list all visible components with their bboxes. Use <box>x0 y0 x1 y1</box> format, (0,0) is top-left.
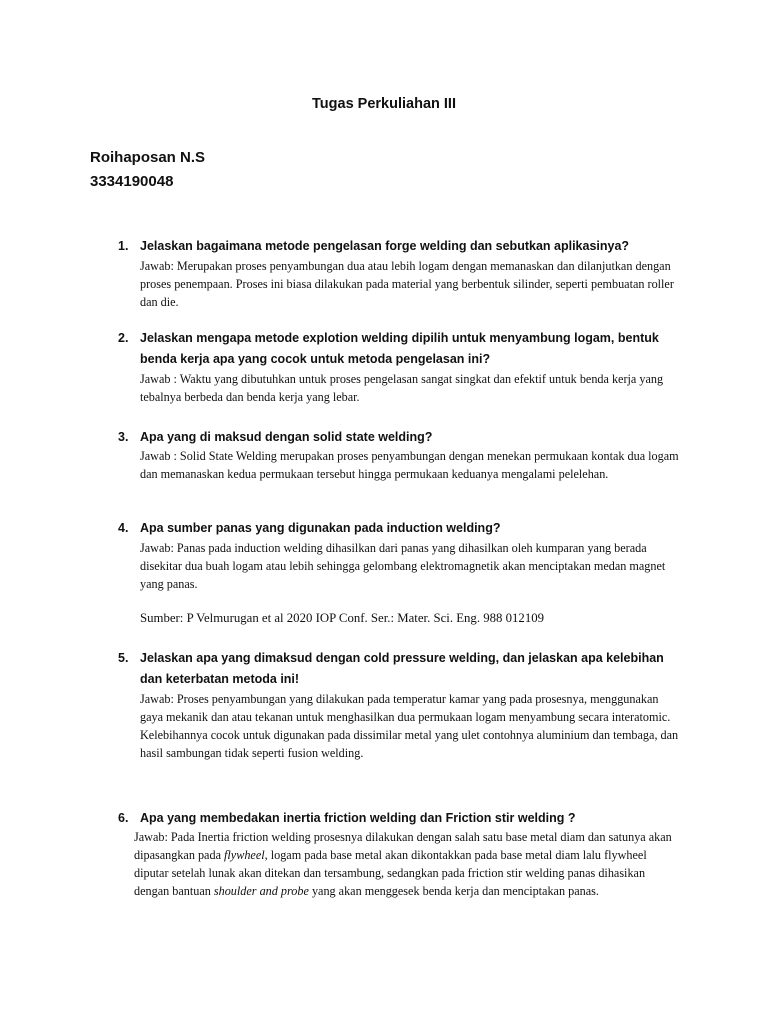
question-text: Apa yang membedakan inertia friction welding dan Friction stir welding ? <box>140 811 576 825</box>
answer-text: , logam pada base metal akan dikontakkan pada base metal diam lalu flywheel diputar setelah lunak akan ditekan dan tersambung, sedangkan pada friction stir welding panas dihasikan dengan bantuan <box>134 848 647 898</box>
answer-6 <box>134 828 682 900</box>
question-number: 2. <box>118 331 129 345</box>
question-4 <box>118 518 678 539</box>
answer-text: Jawab: Pada Inertia friction welding prosesnya dilakukan dengan salah satu base metal diam dan satunya akan dipasangkan pada <box>134 830 672 862</box>
question-text: Jelaskan apa yang dimaksud dengan cold pressure welding, dan jelaskan apa kelebihan dan keterbatan metoda ini! <box>140 651 664 686</box>
answer-text: yang akan menggesek benda kerja dan menciptakan panas. <box>308 884 599 898</box>
question-text: Jelaskan bagaimana metode pengelasan forge welding dan sebutkan aplikasinya? <box>140 239 630 253</box>
answer-1: Jawab: Merupakan proses penyambungan dua atau lebih logam dengan memanaskan dan dilanjutkan dengan proses penempaan. Proses ini biasa dilakukan pada material yang berbentuk silinder, seperti pembuatan roller dan die. <box>140 259 674 309</box>
question-3 <box>118 427 678 448</box>
question-1 <box>118 236 678 257</box>
question-6 <box>118 808 678 829</box>
document-title: Tugas Perkuliahan III <box>312 96 456 112</box>
answer-2: Jawab : Waktu yang dibutuhkan untuk proses pengelasan sangat singkat dan efektif untuk benda kerja yang tebalnya berbeda dan benda kerja yang lebar. <box>140 372 664 404</box>
question-number: 4. <box>118 521 129 535</box>
answer-italic-term: shoulder and probe <box>213 884 309 898</box>
answer-4: Jawab: Panas pada induction welding dihasilkan dari panas yang dihasilkan oleh kumparan yang berada disekitar dua buah logam atau lebih sehingga gelombang elektromagnetik akan menciptakan medan magnet yang panas. <box>140 541 666 591</box>
author-name: Roihaposan N.S <box>90 149 206 166</box>
question-number: 6. <box>118 811 129 825</box>
question-text: Apa yang di maksud dengan solid state welding? <box>140 430 433 444</box>
author-block <box>90 146 205 194</box>
source-citation: Sumber: P Velmurugan et al 2020 IOP Conf. Ser.: Mater. Sci. Eng. 988 012109 <box>140 611 545 625</box>
question-number: 5. <box>118 651 129 665</box>
answer-3: Jawab : Solid State Welding merupakan proses penyambungan dengan menekan permukaan kontak dua logam dan memanaskan kedua permukaan tersebut hingga permukaan keduanya mengalami pelelehan. <box>140 449 679 481</box>
question-number: 3. <box>118 430 129 444</box>
question-2 <box>118 328 678 370</box>
answer-italic-term: flywheel <box>224 848 265 862</box>
question-5 <box>118 648 678 690</box>
question-text: Jelaskan mengapa metode explotion welding dipilih untuk menyambung logam, bentuk benda kerja apa yang cocok untuk metoda pengelasan ini? <box>140 331 659 366</box>
question-text: Apa sumber panas yang digunakan pada induction welding? <box>140 521 501 535</box>
question-number: 1. <box>118 239 129 253</box>
author-id: 3334190048 <box>90 173 174 190</box>
answer-5: Jawab: Proses penyambungan yang dilakukan pada temperatur kamar yang pada prosesnya, menggunakan gaya mekanik dan atau tekanan untuk menghasilkan dua permukaan logam menyambung secara interatomic. Kelebihannya cocok untuk digunakan pada dissimilar metal yang ulet contohnya aluminium dan tembaga, dan hasil sambungan tidak seperti fusion welding. <box>140 692 679 760</box>
